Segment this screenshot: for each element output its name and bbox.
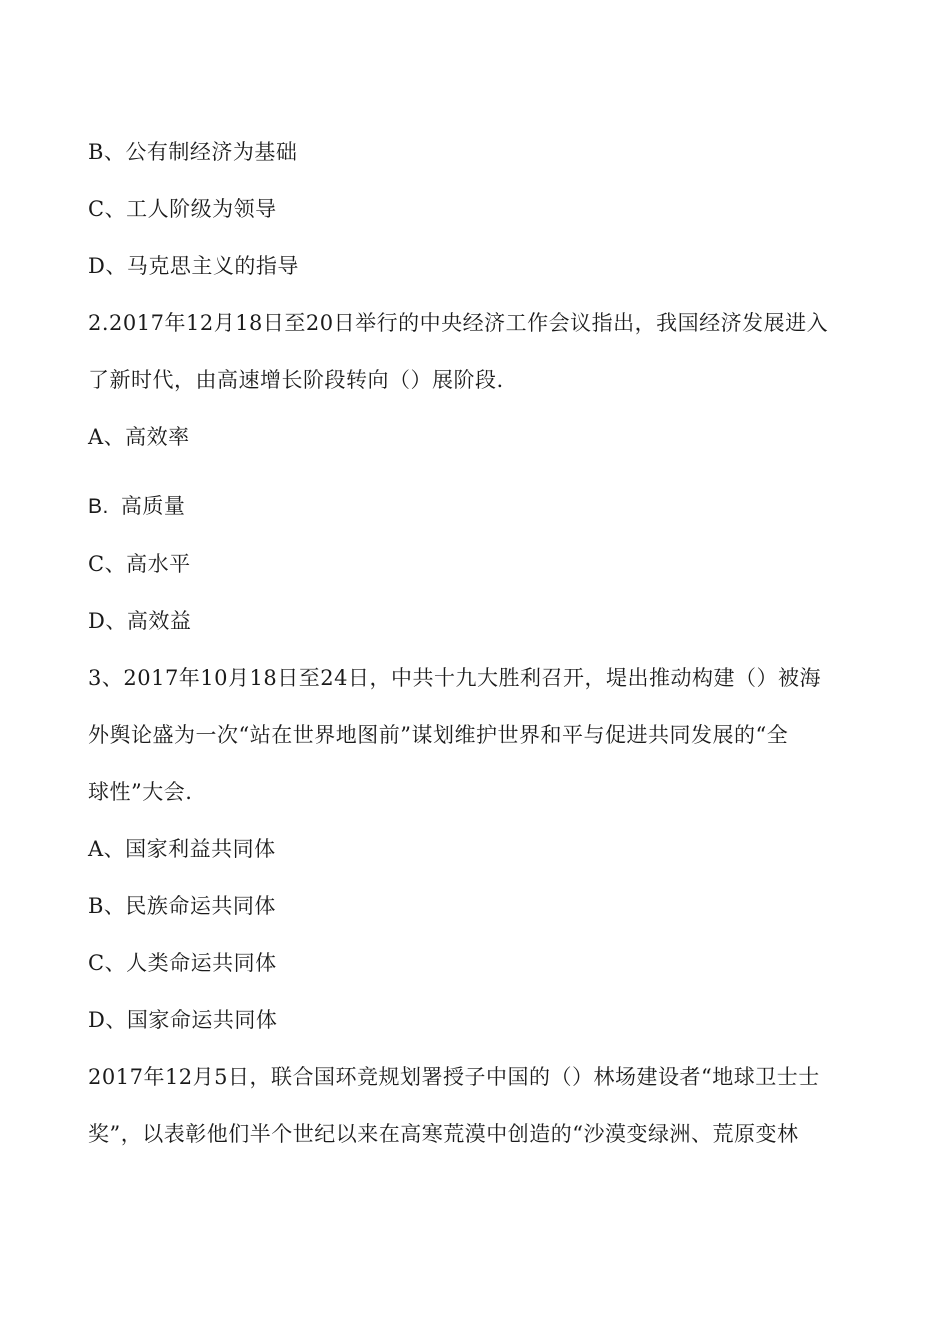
q4-stem-line-1: 2017年12月5日，联合国环竞规划署授子中国的（）林场建设者“地球卫士士	[88, 1065, 820, 1089]
q2-option-d: D、高效益	[88, 609, 192, 633]
q2-stem-line-2: 了新时代，由高速增长阶段转向（）展阶段.	[88, 368, 504, 392]
q3-option-a: A、国家利益共同体	[88, 837, 276, 861]
q2-option-a: A、高效率	[88, 425, 190, 449]
q3-stem-line-2: 外舆论盛为一次“站在世界地图前”谋划维护世界和平与促进共同发展的“全	[88, 723, 789, 747]
q3-option-b: B、民族命运共同体	[88, 894, 276, 918]
q3-stem-line-1: 3、2017年10月18日至24日，中共十九大胜利召开，堤出推动构建（）被海	[88, 666, 821, 690]
q1-option-c: C、工人阶级为领导	[88, 197, 277, 221]
q3-option-d: D、国家命运共同体	[88, 1008, 278, 1032]
q2-option-b	[88, 491, 868, 522]
q4-stem-line-2: 奖”，以表彰他们半个世纪以来在高寒荒漠中创造的“沙漠变绿洲、荒原变林	[88, 1122, 799, 1146]
q1-option-b: B、公有制经济为基础	[88, 140, 298, 164]
q1-option-d: D、马克思主义的指导	[88, 254, 299, 278]
q2-option-c: C、高水平	[88, 552, 191, 576]
q2-option-b-letter: B.	[88, 495, 109, 518]
q3-stem-line-3: 球性”大会.	[88, 780, 193, 804]
q2-option-b-text: 高质量	[120, 494, 186, 518]
q3-option-c: C、人类命运共同体	[88, 951, 277, 975]
q2-stem-line-1: 2.2017年12月18日至20日举行的中央经济工作会议指出，我国经济发展进入	[88, 311, 829, 335]
